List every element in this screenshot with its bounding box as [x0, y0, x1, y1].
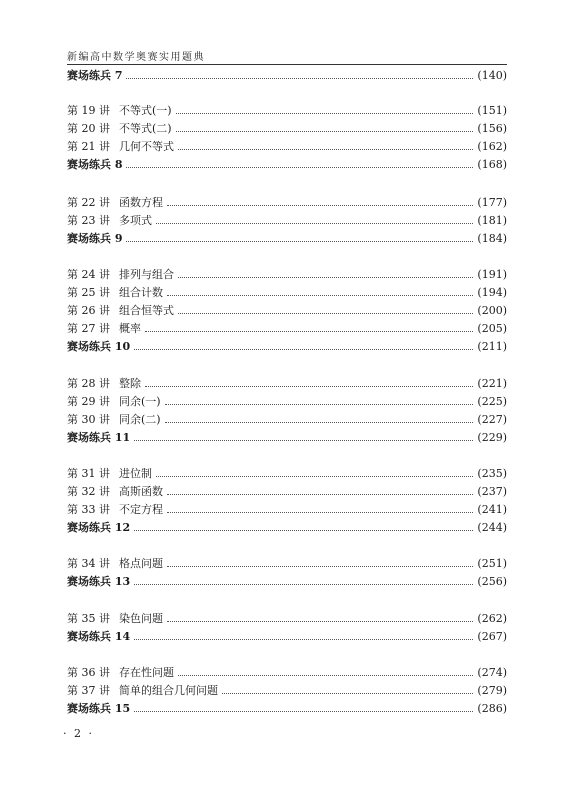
- entry-page-number: (221): [477, 377, 507, 390]
- toc-lecture-entry[interactable]: [67, 665, 507, 681]
- entry-page-number: (227): [477, 413, 507, 426]
- dot-leader: [134, 638, 473, 640]
- entry-page-number: (205): [477, 322, 507, 335]
- page-number: · 2 ·: [63, 727, 94, 740]
- dot-leader: [176, 130, 474, 132]
- dot-leader: [126, 240, 473, 242]
- lecture-number: 第 35 讲: [67, 612, 110, 625]
- entry-title: 多项式: [119, 214, 152, 227]
- entry-page-number: (181): [477, 214, 507, 227]
- entry-page-number: (251): [477, 557, 507, 570]
- entry-page-number: (229): [477, 431, 507, 444]
- dot-leader: [156, 475, 473, 477]
- entry-page-number: (274): [477, 666, 507, 679]
- toc-lecture-entry[interactable]: [67, 213, 507, 229]
- entry-page-number: (211): [477, 340, 507, 353]
- entry-page-number: (151): [477, 104, 507, 117]
- entry-title: 排列与组合: [119, 268, 174, 281]
- lecture-number: 第 37 讲: [67, 684, 110, 697]
- entry-page-number: (162): [477, 140, 507, 153]
- toc-lecture-entry[interactable]: [67, 611, 507, 627]
- entry-title: 赛场练兵 13: [67, 575, 131, 588]
- entry-title: 同余(一): [119, 395, 161, 408]
- entry-title: 不定方程: [119, 503, 163, 516]
- entry-page-number: (237): [477, 485, 507, 498]
- dot-leader: [165, 421, 474, 423]
- entry-title: 存在性问题: [119, 666, 174, 679]
- lecture-number: 第 28 讲: [67, 377, 110, 390]
- entry-title: 赛场练兵 14: [67, 630, 131, 643]
- lecture-number: 第 33 讲: [67, 503, 110, 516]
- dot-leader: [126, 77, 473, 79]
- entry-title: 整除: [119, 377, 141, 390]
- entry-page-number: (225): [477, 395, 507, 408]
- entry-page-number: (279): [477, 684, 507, 697]
- toc-lecture-entry[interactable]: [67, 556, 507, 572]
- entry-title: 概率: [119, 322, 141, 335]
- entry-page-number: (235): [477, 467, 507, 480]
- toc-lecture-entry[interactable]: [67, 502, 507, 518]
- lecture-number: 第 34 讲: [67, 557, 110, 570]
- lecture-number: 第 31 讲: [67, 467, 110, 480]
- entry-title: 函数方程: [119, 196, 163, 209]
- entry-page-number: (244): [477, 521, 507, 534]
- toc-practice-entry[interactable]: [67, 339, 507, 355]
- toc-practice-entry[interactable]: [67, 520, 507, 536]
- entry-title: 不等式(一): [119, 104, 172, 117]
- dot-leader: [222, 692, 473, 694]
- toc-lecture-entry[interactable]: [67, 303, 507, 319]
- lecture-number: 第 32 讲: [67, 485, 110, 498]
- entry-page-number: (177): [477, 196, 507, 209]
- toc-practice-entry[interactable]: [67, 574, 507, 590]
- lecture-number: 第 19 讲: [67, 104, 110, 117]
- dot-leader: [167, 511, 473, 513]
- toc-practice-entry[interactable]: [67, 430, 507, 446]
- dot-leader: [167, 565, 473, 567]
- dot-leader: [178, 148, 473, 150]
- toc-practice-entry[interactable]: [67, 701, 507, 717]
- dot-leader: [134, 710, 473, 712]
- entry-page-number: (286): [477, 702, 507, 715]
- toc-lecture-entry[interactable]: [67, 285, 507, 301]
- entry-title: 赛场练兵 8: [67, 158, 123, 171]
- entry-title: 赛场练兵 11: [67, 431, 131, 444]
- dot-leader: [178, 674, 473, 676]
- lecture-number: 第 36 讲: [67, 666, 110, 679]
- lecture-number: 第 25 讲: [67, 286, 110, 299]
- dot-leader: [145, 330, 473, 332]
- entry-title: 高斯函数: [119, 485, 163, 498]
- toc-practice-entry[interactable]: [67, 629, 507, 645]
- dot-leader: [165, 403, 474, 405]
- entry-page-number: (241): [477, 503, 507, 516]
- running-header: 新编高中数学奥赛实用题典: [67, 52, 205, 63]
- dot-leader: [178, 276, 473, 278]
- toc-practice-entry[interactable]: [67, 157, 507, 173]
- entry-page-number: (140): [477, 69, 507, 82]
- entry-page-number: (267): [477, 630, 507, 643]
- entry-title: 赛场练兵 15: [67, 702, 131, 715]
- dot-leader: [126, 166, 473, 168]
- entry-title: 进位制: [119, 467, 152, 480]
- entry-page-number: (262): [477, 612, 507, 625]
- lecture-number: 第 23 讲: [67, 214, 110, 227]
- toc-lecture-entry[interactable]: [67, 267, 507, 283]
- entry-title: 赛场练兵 12: [67, 521, 131, 534]
- entry-title: 不等式(二): [119, 122, 172, 135]
- toc-lecture-entry[interactable]: [67, 195, 507, 211]
- toc-lecture-entry[interactable]: [67, 394, 507, 410]
- lecture-number: 第 30 讲: [67, 413, 110, 426]
- dot-leader: [167, 493, 473, 495]
- dot-leader: [167, 294, 473, 296]
- lecture-number: 第 29 讲: [67, 395, 110, 408]
- entry-title: 组合恒等式: [119, 304, 174, 317]
- dot-leader: [134, 583, 473, 585]
- toc-practice-entry[interactable]: [67, 68, 507, 84]
- toc-lecture-entry[interactable]: [67, 484, 507, 500]
- toc-practice-entry[interactable]: [67, 231, 507, 247]
- toc-lecture-entry[interactable]: [67, 466, 507, 482]
- dot-leader: [134, 529, 473, 531]
- dot-leader: [156, 222, 473, 224]
- entry-page-number: (156): [477, 122, 507, 135]
- entry-title: 组合计数: [119, 286, 163, 299]
- lecture-number: 第 26 讲: [67, 304, 110, 317]
- dot-leader: [134, 348, 473, 350]
- dot-leader: [178, 312, 473, 314]
- entry-title: 同余(二): [119, 413, 161, 426]
- toc-lecture-entry[interactable]: [67, 321, 507, 337]
- toc-lecture-entry[interactable]: [67, 103, 507, 119]
- dot-leader: [134, 439, 473, 441]
- entry-title: 几何不等式: [119, 140, 174, 153]
- toc-lecture-entry[interactable]: [67, 683, 507, 699]
- toc-lecture-entry[interactable]: [67, 139, 507, 155]
- lecture-number: 第 20 讲: [67, 122, 110, 135]
- dot-leader: [167, 620, 473, 622]
- entry-page-number: (256): [477, 575, 507, 588]
- entry-title: 赛场练兵 9: [67, 232, 123, 245]
- entry-page-number: (168): [477, 158, 507, 171]
- entry-page-number: (184): [477, 232, 507, 245]
- entry-title: 格点问题: [119, 557, 163, 570]
- dot-leader: [167, 204, 473, 206]
- dot-leader: [176, 112, 474, 114]
- lecture-number: 第 21 讲: [67, 140, 110, 153]
- lecture-number: 第 24 讲: [67, 268, 110, 281]
- entry-title: 简单的组合几何问题: [119, 684, 218, 697]
- entry-page-number: (194): [477, 286, 507, 299]
- toc-lecture-entry[interactable]: [67, 121, 507, 137]
- entry-title: 赛场练兵 10: [67, 340, 131, 353]
- entry-page-number: (191): [477, 268, 507, 281]
- toc-lecture-entry[interactable]: [67, 412, 507, 428]
- lecture-number: 第 27 讲: [67, 322, 110, 335]
- toc-lecture-entry[interactable]: [67, 376, 507, 392]
- lecture-number: 第 22 讲: [67, 196, 110, 209]
- entry-title: 染色问题: [119, 612, 163, 625]
- entry-title: 赛场练兵 7: [67, 69, 123, 82]
- dot-leader: [145, 385, 473, 387]
- entry-page-number: (200): [477, 304, 507, 317]
